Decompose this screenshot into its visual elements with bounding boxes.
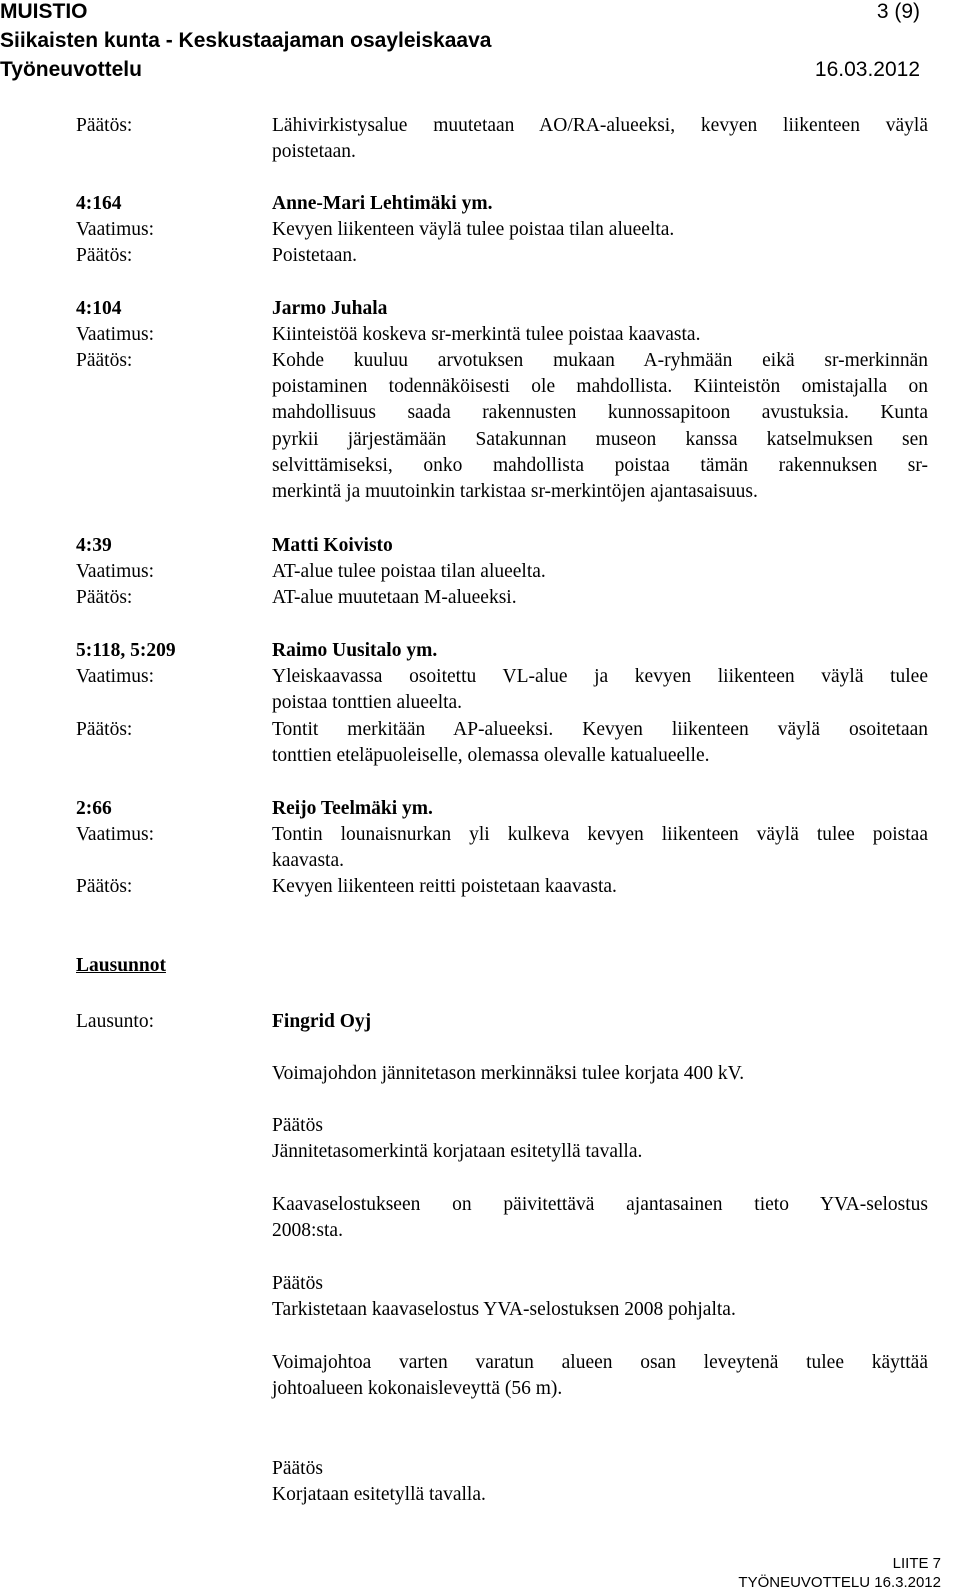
entry-name: Raimo Uusitalo ym. — [272, 640, 438, 661]
requirement-text — [272, 822, 928, 874]
text-line: Voimajohtoa varten varatun alueen osan leveytenä tulee käyttää — [272, 1352, 928, 1373]
entry-id: 4:164 — [76, 193, 122, 214]
text-line: pyrkii järjestämään Satakunnan museon kanssa katselmuksen sen — [272, 428, 928, 450]
decision-heading: Päätös — [272, 1115, 323, 1136]
text-line: Tarkistetaan kaavaselostus YVA-selostuksen 2008 pohjalta. — [272, 1299, 736, 1321]
statement-paragraph — [272, 1350, 928, 1402]
decision-text — [272, 585, 928, 611]
text-line: poistaminen todennäköisesti ole mahdollista. Kiinteistön omistajalla on — [272, 376, 928, 398]
decision-label: Päätös: — [76, 115, 133, 136]
decision-label: Päätös: — [76, 245, 133, 266]
decision-text — [272, 874, 928, 900]
requirement-text — [272, 559, 928, 585]
requirement-label: Vaatimus: — [76, 219, 154, 240]
statement-paragraph — [272, 1192, 928, 1244]
text-line: Lähivirkistysalue muutetaan AO/RA-alueeksi, kevyen liikenteen väylä — [272, 115, 928, 136]
document-type: MUISTIO — [0, 0, 88, 23]
requirement-text — [272, 322, 928, 348]
text-line: Voimajohdon jännitetason merkinnäksi tulee korjata 400 kV. — [272, 1063, 745, 1084]
page-number: 3 (9) — [876, 0, 920, 23]
decision-label: Päätös: — [76, 719, 133, 740]
text-line: Jännitetasomerkintä korjataan esitetyllä tavalla. — [272, 1141, 643, 1163]
statement-org: Fingrid Oyj — [272, 1011, 372, 1032]
decision-text — [272, 113, 928, 165]
entry-id: 2:66 — [76, 798, 112, 819]
text-line: Kohde kuuluu arvotuksen mukaan A-ryhmään eikä sr-merkinnän — [272, 350, 928, 371]
decision-label: Päätös: — [76, 587, 133, 608]
statement-paragraph — [272, 1061, 928, 1087]
document-subtitle: Siikaisten kunta - Keskustaajaman osayleiskaava — [0, 29, 492, 52]
requirement-label: Vaatimus: — [76, 324, 154, 345]
requirement-label: Vaatimus: — [76, 561, 154, 582]
entry-id: 5:118, 5:209 — [76, 640, 176, 661]
entry-id: 4:39 — [76, 535, 112, 556]
decision-label: Päätös: — [76, 350, 133, 371]
text-line: Kevyen liikenteen reitti poistetaan kaavasta. — [272, 876, 617, 897]
text-line: Poistetaan. — [272, 245, 358, 266]
text-line: selvittämiseksi, onko mahdollista poistaa tämän rakennuksen sr- — [272, 454, 928, 476]
decision-text — [272, 243, 928, 269]
decision-text — [272, 348, 928, 505]
text-line: 2008:sta. — [272, 1220, 343, 1242]
text-line: tonttien eteläpuoleiselle, olemassa olevalle katualueelle. — [272, 745, 710, 767]
entry-name: Matti Koivisto — [272, 535, 393, 556]
text-line: Kevyen liikenteen väylä tulee poistaa tilan alueelta. — [272, 219, 675, 240]
text-line: poistetaan. — [272, 141, 356, 163]
text-line: kaavasta. — [272, 850, 345, 872]
text-line: johtoalueen kokonaisleveyttä (56 m). — [272, 1378, 563, 1400]
section-heading: Lausunnot — [76, 955, 166, 976]
statement-decision — [272, 1271, 928, 1323]
entry-name: Jarmo Juhala — [272, 298, 388, 319]
statement-label: Lausunto: — [76, 1011, 154, 1032]
entry-name: Reijo Teelmäki ym. — [272, 798, 433, 819]
meeting-date: 16.03.2012 — [814, 58, 920, 81]
decision-heading: Päätös — [272, 1458, 323, 1479]
entry-id: 4:104 — [76, 298, 122, 319]
text-line: Tontin lounaisnurkan yli kulkeva kevyen liikenteen väylä tulee poistaa — [272, 824, 928, 845]
statement-decision — [272, 1456, 928, 1508]
text-line: merkintä ja muutoinkin tarkistaa sr-merkintöjen ajantasaisuus. — [272, 481, 758, 503]
text-line: Kiinteistöä koskeva sr-merkintä tulee poistaa kaavasta. — [272, 324, 701, 345]
entry-name: Anne-Mari Lehtimäki ym. — [272, 193, 493, 214]
requirement-text — [272, 664, 928, 716]
text-line: poistaa tonttien alueelta. — [272, 692, 463, 714]
text-line: mahdollisuus saada rakennusten kunnossapitoon avustuksia. Kunta — [272, 402, 928, 424]
text-line: Yleiskaavassa osoitettu VL-alue ja kevyen liikenteen väylä tulee — [272, 666, 928, 687]
text-line: Tontit merkitään AP-alueeksi. Kevyen liikenteen väylä osoitetaan — [272, 719, 928, 740]
requirement-label: Vaatimus: — [76, 824, 154, 845]
statement-decision — [272, 1113, 928, 1165]
decision-heading: Päätös — [272, 1273, 323, 1294]
text-line: Korjataan esitetyllä tavalla. — [272, 1484, 486, 1506]
requirement-text — [272, 217, 928, 243]
requirement-label: Vaatimus: — [76, 666, 154, 687]
decision-text — [272, 717, 928, 769]
decision-label: Päätös: — [76, 876, 133, 897]
text-line: Kaavaselostukseen on päivitettävä ajantasainen tieto YVA-selostus — [272, 1194, 928, 1215]
footer-meeting: TYÖNEUVOTTELU 16.3.2012 — [738, 1574, 941, 1591]
attachment-label: LIITE 7 — [892, 1555, 941, 1572]
text-line: AT-alue tulee poistaa tilan alueelta. — [272, 561, 546, 582]
text-line: AT-alue muutetaan M-alueeksi. — [272, 587, 517, 608]
meeting-name: Työneuvottelu — [0, 58, 142, 81]
